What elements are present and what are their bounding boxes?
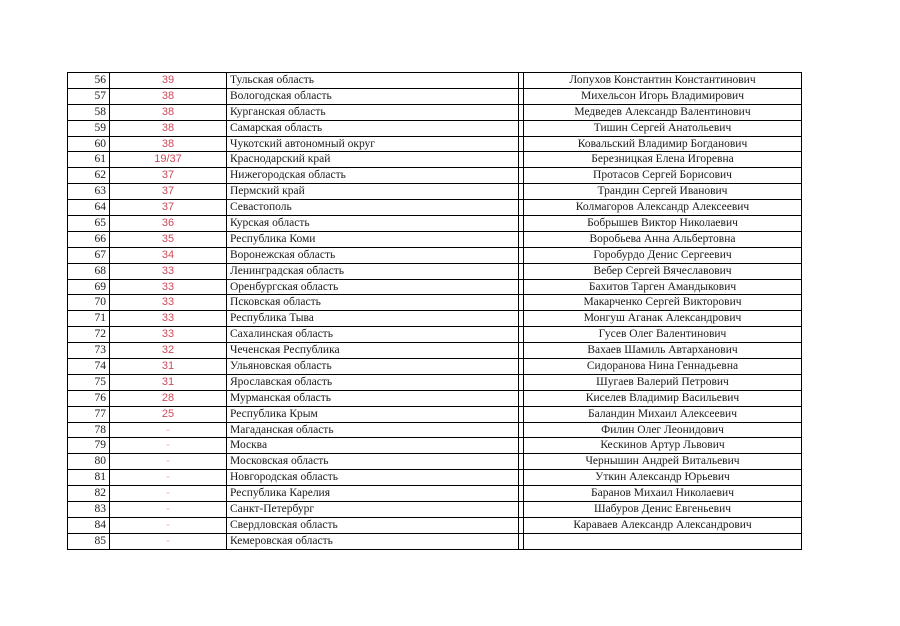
region-cell: Самарская область [227,120,519,136]
governor-cell: Михельсон Игорь Владимирович [524,88,802,104]
row-number: 67 [68,247,110,263]
table-row [68,216,802,232]
score-cell: 28 [110,390,227,406]
row-number: 80 [68,454,110,470]
governor-cell: Лопухов Константин Константинович [524,73,802,89]
region-cell: Москва [227,438,519,454]
score-cell: 33 [110,295,227,311]
row-number: 64 [68,200,110,216]
table-row [68,295,802,311]
region-cell: Псковская область [227,295,519,311]
row-number: 72 [68,327,110,343]
score-cell: 33 [110,311,227,327]
governor-cell: Монгуш Аганак Александрович [524,311,802,327]
governor-cell [524,533,802,549]
score-cell: 35 [110,231,227,247]
score-cell: - [110,470,227,486]
table-row [68,184,802,200]
score-cell: 38 [110,136,227,152]
governor-cell: Медведев Александр Валентинович [524,104,802,120]
table-row [68,470,802,486]
row-number: 66 [68,231,110,247]
row-number: 70 [68,295,110,311]
table-row [68,279,802,295]
governor-cell: Тишин Сергей Анатольевич [524,120,802,136]
region-cell: Севастополь [227,200,519,216]
score-cell: 34 [110,247,227,263]
row-number: 84 [68,517,110,533]
governor-cell: Уткин Александр Юрьевич [524,470,802,486]
score-cell: 36 [110,216,227,232]
region-cell: Курганская область [227,104,519,120]
region-cell: Свердловская область [227,517,519,533]
governor-cell: Баландин Михаил Алексеевич [524,406,802,422]
region-cell: Республика Коми [227,231,519,247]
region-cell: Ярославская область [227,374,519,390]
score-cell: 33 [110,279,227,295]
score-cell: 33 [110,327,227,343]
region-cell: Чеченская Республика [227,343,519,359]
row-number: 58 [68,104,110,120]
table-row [68,502,802,518]
region-cell: Воронежская область [227,247,519,263]
governor-cell: Филин Олег Леонидович [524,422,802,438]
table-row [68,438,802,454]
region-cell: Ленинградская область [227,263,519,279]
table-row [68,152,802,168]
governor-cell: Киселев Владимир Васильевич [524,390,802,406]
row-number: 77 [68,406,110,422]
row-number: 59 [68,120,110,136]
region-cell: Вологодская область [227,88,519,104]
row-number: 83 [68,502,110,518]
region-cell: Кемеровская область [227,533,519,549]
row-number: 76 [68,390,110,406]
table-row [68,454,802,470]
governor-cell: Колмагоров Александр Алексеевич [524,200,802,216]
governor-cell: Березницкая Елена Игоревна [524,152,802,168]
row-number: 62 [68,168,110,184]
region-cell: Курская область [227,216,519,232]
row-number: 75 [68,374,110,390]
score-cell: - [110,422,227,438]
score-cell: 25 [110,406,227,422]
row-number: 56 [68,73,110,89]
region-cell: Ульяновская область [227,359,519,375]
table-row [68,200,802,216]
row-number: 74 [68,359,110,375]
score-cell: - [110,454,227,470]
region-cell: Оренбургская область [227,279,519,295]
score-cell: - [110,502,227,518]
table-row [68,374,802,390]
governor-cell: Горобурдо Денис Сергеевич [524,247,802,263]
table-row [68,422,802,438]
region-cell: Сахалинская область [227,327,519,343]
table-row [68,247,802,263]
row-number: 61 [68,152,110,168]
row-number: 71 [68,311,110,327]
table-row [68,311,802,327]
governor-cell: Гусев Олег Валентинович [524,327,802,343]
score-cell: 38 [110,104,227,120]
governor-cell: Воробьева Анна Альбертовна [524,231,802,247]
score-cell: 31 [110,374,227,390]
score-cell: - [110,438,227,454]
table-row [68,517,802,533]
table-row [68,533,802,549]
score-cell: 37 [110,200,227,216]
row-number: 69 [68,279,110,295]
score-cell: 38 [110,88,227,104]
row-number: 82 [68,486,110,502]
regions-table [67,72,802,550]
row-number: 63 [68,184,110,200]
region-cell: Чукотский автономный округ [227,136,519,152]
table-row [68,359,802,375]
region-cell: Республика Тыва [227,311,519,327]
table-row [68,73,802,89]
region-cell: Новгородская область [227,470,519,486]
row-number: 78 [68,422,110,438]
row-number: 68 [68,263,110,279]
row-number: 79 [68,438,110,454]
row-number: 65 [68,216,110,232]
table-row [68,390,802,406]
governor-cell: Ковальский Владимир Богданович [524,136,802,152]
score-cell: 33 [110,263,227,279]
governor-cell: Протасов Сергей Борисович [524,168,802,184]
table-row [68,327,802,343]
governor-cell: Вебер Сергей Вячеславович [524,263,802,279]
region-cell: Магаданская область [227,422,519,438]
table-row [68,486,802,502]
governor-cell: Караваев Александр Александрович [524,517,802,533]
governor-cell: Чернышин Андрей Витальевич [524,454,802,470]
region-cell: Санкт-Петербург [227,502,519,518]
region-cell: Краснодарский край [227,152,519,168]
region-cell: Московская область [227,454,519,470]
governor-cell: Бахитов Тарген Амандыкович [524,279,802,295]
score-cell: - [110,533,227,549]
score-cell: 19/37 [110,152,227,168]
governor-cell: Шабуров Денис Евгеньевич [524,502,802,518]
governor-cell: Трандин Сергей Иванович [524,184,802,200]
governor-cell: Сидоранова Нина Геннадьевна [524,359,802,375]
score-cell: - [110,486,227,502]
governor-cell: Кескинов Артур Львович [524,438,802,454]
governor-cell: Макарченко Сергей Викторович [524,295,802,311]
table-row [68,104,802,120]
score-cell: 38 [110,120,227,136]
regions-table-body [68,73,802,550]
score-cell: 32 [110,343,227,359]
governor-cell: Вахаев Шамиль Автарханович [524,343,802,359]
score-cell: 37 [110,184,227,200]
table-row [68,343,802,359]
score-cell: 37 [110,168,227,184]
table-row [68,406,802,422]
score-cell: 39 [110,73,227,89]
region-cell: Тульская область [227,73,519,89]
table-row [68,88,802,104]
region-cell: Пермский край [227,184,519,200]
score-cell: - [110,517,227,533]
region-cell: Нижегородская область [227,168,519,184]
table-row [68,168,802,184]
row-number: 81 [68,470,110,486]
governor-cell: Шугаев Валерий Петрович [524,374,802,390]
table-row [68,231,802,247]
row-number: 57 [68,88,110,104]
governor-cell: Бобрышев Виктор Николаевич [524,216,802,232]
row-number: 73 [68,343,110,359]
table-row [68,136,802,152]
region-cell: Республика Карелия [227,486,519,502]
table-row [68,120,802,136]
region-cell: Мурманская область [227,390,519,406]
table-row [68,263,802,279]
score-cell: 31 [110,359,227,375]
row-number: 85 [68,533,110,549]
row-number: 60 [68,136,110,152]
governor-cell: Баранов Михаил Николаевич [524,486,802,502]
region-cell: Республика Крым [227,406,519,422]
